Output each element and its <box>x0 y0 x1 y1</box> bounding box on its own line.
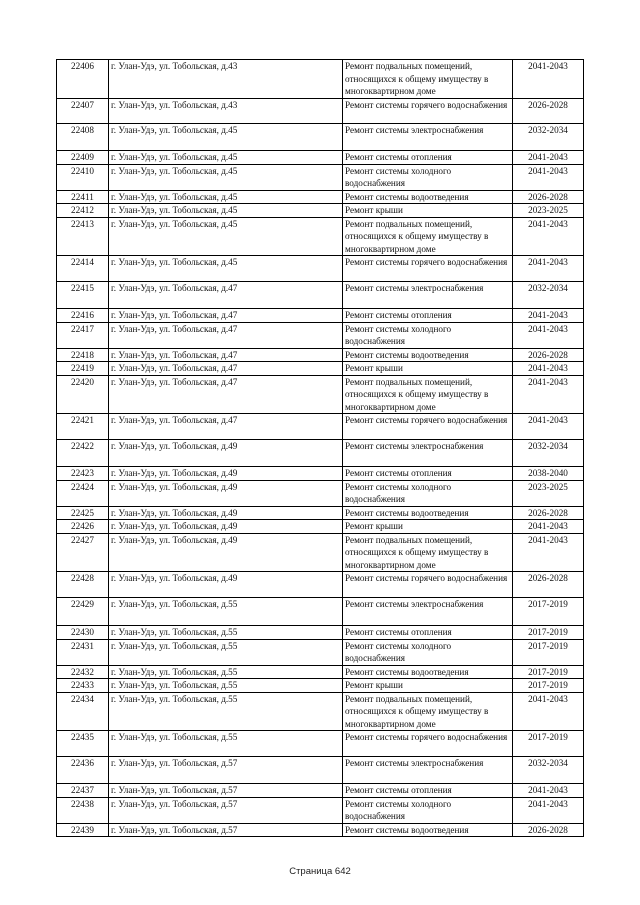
address-cell: г. Улан-Удэ, ул. Тобольская, д.47 <box>109 414 343 440</box>
row-number-cell: 22423 <box>57 467 109 481</box>
work-type-cell: Ремонт крыши <box>343 679 513 693</box>
work-type-cell: Ремонт системы отопления <box>343 467 513 481</box>
table-row <box>57 282 584 309</box>
work-type-cell: Ремонт системы горячего водоснабжения <box>343 572 513 598</box>
table-row <box>57 151 584 165</box>
period-cell: 2017-2019 <box>513 626 584 640</box>
work-type-cell: Ремонт системы водоотведения <box>343 665 513 679</box>
address-cell: г. Улан-Удэ, ул. Тобольская, д.49 <box>109 572 343 598</box>
address-cell: г. Улан-Удэ, ул. Тобольская, д.45 <box>109 164 343 190</box>
table-row <box>57 823 584 837</box>
row-number-cell: 22407 <box>57 99 109 124</box>
work-type-cell: Ремонт системы водоотведения <box>343 190 513 204</box>
period-cell: 2038-2040 <box>513 467 584 481</box>
table-row <box>57 60 584 99</box>
work-type-cell: Ремонт подвальных помещений, относящихся к общему имуществу в многоквартирном доме <box>343 692 513 731</box>
row-number-cell: 22437 <box>57 784 109 798</box>
table-row <box>57 533 584 572</box>
work-type-cell: Ремонт системы холодного водоснабжения <box>343 639 513 665</box>
period-cell: 2041-2043 <box>513 151 584 165</box>
work-type-cell: Ремонт подвальных помещений, относящихся к общему имуществу в многоквартирном доме <box>343 533 513 572</box>
address-cell: г. Улан-Удэ, ул. Тобольская, д.55 <box>109 731 343 757</box>
address-cell: г. Улан-Удэ, ул. Тобольская, д.45 <box>109 217 343 256</box>
table-row <box>57 124 584 151</box>
row-number-cell: 22431 <box>57 639 109 665</box>
row-number-cell: 22416 <box>57 309 109 323</box>
period-cell: 2026-2028 <box>513 190 584 204</box>
table-row <box>57 480 584 506</box>
table-row <box>57 375 584 414</box>
address-cell: г. Улан-Удэ, ул. Тобольская, д.43 <box>109 60 343 99</box>
period-cell: 2041-2043 <box>513 414 584 440</box>
table-row <box>57 204 584 218</box>
address-cell: г. Улан-Удэ, ул. Тобольская, д.47 <box>109 348 343 362</box>
period-cell: 2017-2019 <box>513 639 584 665</box>
address-cell: г. Улан-Удэ, ул. Тобольская, д.45 <box>109 204 343 218</box>
row-number-cell: 22415 <box>57 282 109 309</box>
row-number-cell: 22418 <box>57 348 109 362</box>
row-number-cell: 22430 <box>57 626 109 640</box>
table-row <box>57 164 584 190</box>
table-row <box>57 506 584 520</box>
row-number-cell: 22432 <box>57 665 109 679</box>
work-type-cell: Ремонт системы отопления <box>343 309 513 323</box>
work-type-cell: Ремонт системы отопления <box>343 784 513 798</box>
table-row <box>57 598 584 626</box>
table-row <box>57 679 584 693</box>
work-type-cell: Ремонт системы отопления <box>343 626 513 640</box>
table-row <box>57 626 584 640</box>
period-cell: 2032-2034 <box>513 124 584 151</box>
row-number-cell: 22409 <box>57 151 109 165</box>
table-body <box>57 60 584 837</box>
work-type-cell: Ремонт крыши <box>343 204 513 218</box>
row-number-cell: 22421 <box>57 414 109 440</box>
table-row <box>57 309 584 323</box>
work-type-cell: Ремонт подвальных помещений, относящихся к общему имуществу в многоквартирном доме <box>343 375 513 414</box>
work-type-cell: Ремонт системы электроснабжения <box>343 598 513 626</box>
period-cell: 2041-2043 <box>513 309 584 323</box>
work-type-cell: Ремонт системы водоотведения <box>343 506 513 520</box>
row-number-cell: 22406 <box>57 60 109 99</box>
address-cell: г. Улан-Удэ, ул. Тобольская, д.49 <box>109 533 343 572</box>
table-row <box>57 520 584 534</box>
address-cell: г. Улан-Удэ, ул. Тобольская, д.57 <box>109 797 343 823</box>
table-row <box>57 797 584 823</box>
row-number-cell: 22429 <box>57 598 109 626</box>
period-cell: 2041-2043 <box>513 217 584 256</box>
table-row <box>57 256 584 282</box>
table-row <box>57 572 584 598</box>
row-number-cell: 22428 <box>57 572 109 598</box>
work-type-cell: Ремонт системы водоотведения <box>343 348 513 362</box>
period-cell: 2032-2034 <box>513 757 584 784</box>
table-row <box>57 692 584 731</box>
period-cell: 2041-2043 <box>513 375 584 414</box>
address-cell: г. Улан-Удэ, ул. Тобольская, д.57 <box>109 757 343 784</box>
table-row <box>57 190 584 204</box>
row-number-cell: 22408 <box>57 124 109 151</box>
work-type-cell: Ремонт системы холодного водоснабжения <box>343 164 513 190</box>
work-type-cell: Ремонт системы холодного водоснабжения <box>343 322 513 348</box>
work-type-cell: Ремонт крыши <box>343 362 513 376</box>
row-number-cell: 22424 <box>57 480 109 506</box>
period-cell: 2041-2043 <box>513 784 584 798</box>
period-cell: 2026-2028 <box>513 348 584 362</box>
work-type-cell: Ремонт системы горячего водоснабжения <box>343 256 513 282</box>
table-row <box>57 784 584 798</box>
period-cell: 2017-2019 <box>513 731 584 757</box>
work-type-cell: Ремонт системы горячего водоснабжения <box>343 731 513 757</box>
table-row <box>57 757 584 784</box>
row-number-cell: 22438 <box>57 797 109 823</box>
work-type-cell: Ремонт системы холодного водоснабжения <box>343 480 513 506</box>
row-number-cell: 22435 <box>57 731 109 757</box>
address-cell: г. Улан-Удэ, ул. Тобольская, д.49 <box>109 520 343 534</box>
row-number-cell: 22439 <box>57 823 109 837</box>
table-row <box>57 322 584 348</box>
address-cell: г. Улан-Удэ, ул. Тобольская, д.55 <box>109 692 343 731</box>
address-cell: г. Улан-Удэ, ул. Тобольская, д.57 <box>109 823 343 837</box>
row-number-cell: 22414 <box>57 256 109 282</box>
period-cell: 2041-2043 <box>513 60 584 99</box>
period-cell: 2026-2028 <box>513 506 584 520</box>
address-cell: г. Улан-Удэ, ул. Тобольская, д.55 <box>109 598 343 626</box>
page-number: Страница 642 <box>289 866 351 877</box>
address-cell: г. Улан-Удэ, ул. Тобольская, д.45 <box>109 256 343 282</box>
address-cell: г. Улан-Удэ, ул. Тобольская, д.47 <box>109 282 343 309</box>
row-number-cell: 22436 <box>57 757 109 784</box>
address-cell: г. Улан-Удэ, ул. Тобольская, д.43 <box>109 99 343 124</box>
row-number-cell: 22426 <box>57 520 109 534</box>
period-cell: 2032-2034 <box>513 440 584 467</box>
work-type-cell: Ремонт системы горячего водоснабжения <box>343 99 513 124</box>
work-type-cell: Ремонт системы электроснабжения <box>343 124 513 151</box>
row-number-cell: 22413 <box>57 217 109 256</box>
table-row <box>57 665 584 679</box>
period-cell: 2041-2043 <box>513 164 584 190</box>
address-cell: г. Улан-Удэ, ул. Тобольская, д.47 <box>109 375 343 414</box>
table-row <box>57 467 584 481</box>
address-cell: г. Улан-Удэ, ул. Тобольская, д.55 <box>109 639 343 665</box>
row-number-cell: 22420 <box>57 375 109 414</box>
period-cell: 2041-2043 <box>513 533 584 572</box>
address-cell: г. Улан-Удэ, ул. Тобольская, д.45 <box>109 124 343 151</box>
period-cell: 2017-2019 <box>513 665 584 679</box>
work-type-cell: Ремонт крыши <box>343 520 513 534</box>
row-number-cell: 22411 <box>57 190 109 204</box>
period-cell: 2041-2043 <box>513 520 584 534</box>
address-cell: г. Улан-Удэ, ул. Тобольская, д.49 <box>109 440 343 467</box>
period-cell: 2026-2028 <box>513 823 584 837</box>
address-cell: г. Улан-Удэ, ул. Тобольская, д.49 <box>109 506 343 520</box>
address-cell: г. Улан-Удэ, ул. Тобольская, д.55 <box>109 679 343 693</box>
address-cell: г. Улан-Удэ, ул. Тобольская, д.47 <box>109 322 343 348</box>
address-cell: г. Улан-Удэ, ул. Тобольская, д.55 <box>109 665 343 679</box>
address-cell: г. Улан-Удэ, ул. Тобольская, д.49 <box>109 467 343 481</box>
period-cell: 2041-2043 <box>513 692 584 731</box>
row-number-cell: 22433 <box>57 679 109 693</box>
row-number-cell: 22427 <box>57 533 109 572</box>
table-row <box>57 99 584 124</box>
period-cell: 2032-2034 <box>513 282 584 309</box>
work-type-cell: Ремонт системы холодного водоснабжения <box>343 797 513 823</box>
work-type-cell: Ремонт системы отопления <box>343 151 513 165</box>
row-number-cell: 22417 <box>57 322 109 348</box>
table-row <box>57 217 584 256</box>
period-cell: 2041-2043 <box>513 256 584 282</box>
table-row <box>57 348 584 362</box>
row-number-cell: 22425 <box>57 506 109 520</box>
table-row <box>57 414 584 440</box>
period-cell: 2026-2028 <box>513 572 584 598</box>
address-cell: г. Улан-Удэ, ул. Тобольская, д.47 <box>109 309 343 323</box>
period-cell: 2026-2028 <box>513 99 584 124</box>
table-row <box>57 440 584 467</box>
row-number-cell: 22419 <box>57 362 109 376</box>
table-row <box>57 639 584 665</box>
table-row <box>57 362 584 376</box>
period-cell: 2041-2043 <box>513 322 584 348</box>
capital-repair-table <box>56 59 584 837</box>
work-type-cell: Ремонт системы электроснабжения <box>343 757 513 784</box>
period-cell: 2017-2019 <box>513 598 584 626</box>
period-cell: 2041-2043 <box>513 362 584 376</box>
row-number-cell: 22410 <box>57 164 109 190</box>
work-type-cell: Ремонт подвальных помещений, относящихся к общему имуществу в многоквартирном доме <box>343 217 513 256</box>
address-cell: г. Улан-Удэ, ул. Тобольская, д.55 <box>109 626 343 640</box>
work-type-cell: Ремонт подвальных помещений, относящихся к общему имуществу в многоквартирном доме <box>343 60 513 99</box>
address-cell: г. Улан-Удэ, ул. Тобольская, д.45 <box>109 151 343 165</box>
period-cell: 2023-2025 <box>513 480 584 506</box>
row-number-cell: 22422 <box>57 440 109 467</box>
work-type-cell: Ремонт системы водоотведения <box>343 823 513 837</box>
table-row <box>57 731 584 757</box>
address-cell: г. Улан-Удэ, ул. Тобольская, д.57 <box>109 784 343 798</box>
address-cell: г. Улан-Удэ, ул. Тобольская, д.45 <box>109 190 343 204</box>
period-cell: 2023-2025 <box>513 204 584 218</box>
address-cell: г. Улан-Удэ, ул. Тобольская, д.49 <box>109 480 343 506</box>
work-type-cell: Ремонт системы электроснабжения <box>343 282 513 309</box>
row-number-cell: 22412 <box>57 204 109 218</box>
period-cell: 2017-2019 <box>513 679 584 693</box>
work-type-cell: Ремонт системы электроснабжения <box>343 440 513 467</box>
work-type-cell: Ремонт системы горячего водоснабжения <box>343 414 513 440</box>
address-cell: г. Улан-Удэ, ул. Тобольская, д.47 <box>109 362 343 376</box>
period-cell: 2041-2043 <box>513 797 584 823</box>
row-number-cell: 22434 <box>57 692 109 731</box>
